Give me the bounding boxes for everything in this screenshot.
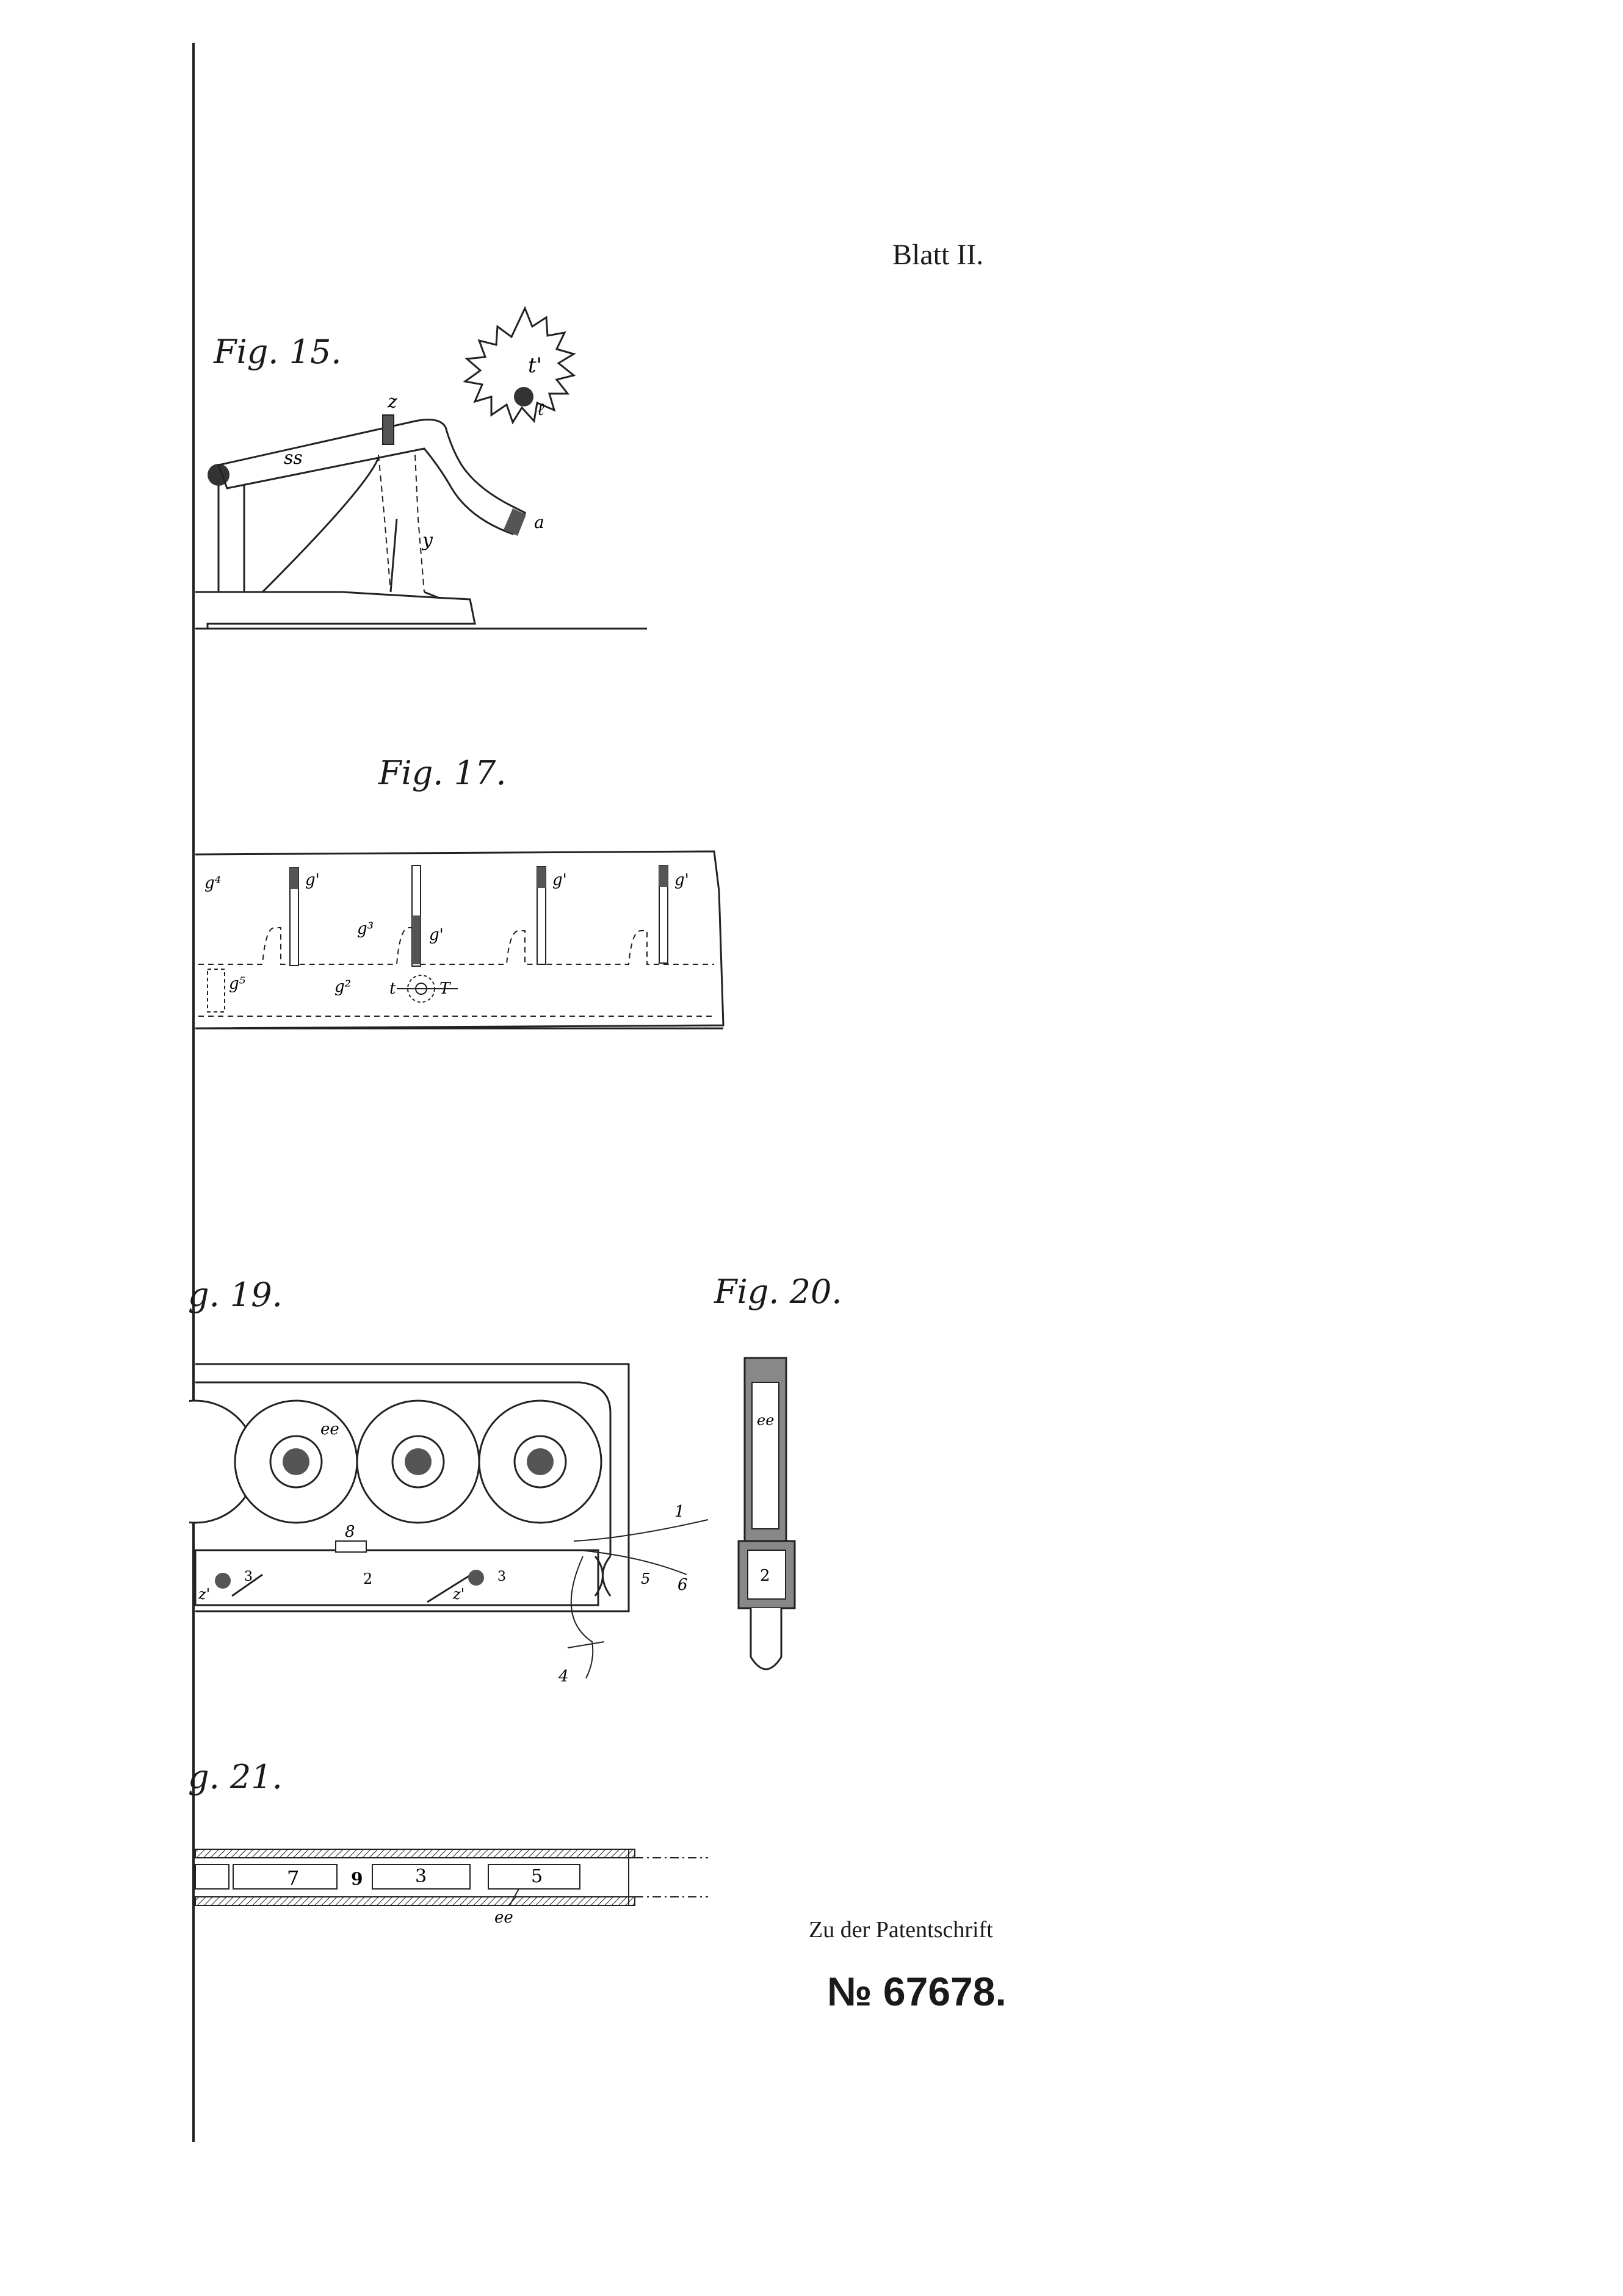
fig17-label-g2: g² (334, 978, 352, 996)
fig19-label-6: 6 (678, 1576, 688, 1594)
fig19-label-3b: 3 (497, 1569, 506, 1584)
fig20-label-2: 2 (760, 1567, 770, 1585)
fig15-pin (383, 415, 394, 444)
fig19-title: g. 19. (188, 1276, 283, 1314)
patent-number-prefix: № (827, 1969, 872, 2014)
fig15-label-t1: t' (528, 353, 543, 378)
patent-number-value: 67678. (883, 1969, 1007, 2014)
footer-caption: Zu der Patentschrift (809, 1917, 993, 1943)
fig19-label-8: 8 (345, 1523, 355, 1541)
fig17-label-g1b: g' (429, 926, 444, 944)
fig15-label-a: a (534, 512, 544, 532)
fig21-bottom-wall (195, 1897, 635, 1905)
fig19-label-3a: 3 (244, 1569, 253, 1584)
fig15-label-z: z (388, 391, 397, 413)
fig19-lower-channel (195, 1550, 598, 1605)
fig19-label-4: 4 (558, 1667, 569, 1686)
fig15-label-ss: ss (284, 447, 303, 469)
fig15-saw-hub (514, 387, 533, 406)
fig17-label-T: T (439, 980, 450, 998)
fig20-drawing (732, 1352, 818, 1681)
fig21-drawing (189, 1837, 714, 1953)
fig20-title: Fig. 20. (714, 1273, 842, 1311)
fig21-top-wall (195, 1849, 635, 1858)
fig17-label-g5: g⁵ (229, 975, 246, 993)
fig21-slot-7 (233, 1865, 337, 1889)
fig19-label-z1a: z' (198, 1586, 211, 1603)
patent-number (827, 1968, 1007, 2015)
fig21-label-ee: ee (494, 1908, 513, 1927)
fig15-arm (219, 420, 525, 534)
fig19-label-5: 5 (641, 1570, 651, 1587)
fig15-base (195, 592, 475, 629)
fig17-drawing (189, 842, 739, 1044)
fig21-label-7: 7 (287, 1866, 300, 1890)
sheet-label: Blatt II. (892, 239, 984, 271)
fig20-bulb (751, 1608, 781, 1669)
fig19-drawing (189, 1355, 726, 1697)
fig21-label-3: 3 (415, 1866, 427, 1887)
fig15-label-y: y (422, 530, 433, 551)
fig17-label-g4: g⁴ (204, 874, 222, 892)
fig17-groove-dashed (198, 928, 714, 1016)
fig15-title: Fig. 15. (214, 333, 342, 371)
fig15-post (219, 479, 244, 592)
fig17-bar-outline (195, 851, 723, 1028)
fig17-title: Fig. 17. (378, 754, 507, 792)
fig17-label-g3: g³ (357, 920, 374, 938)
fig21-label-9: 9 (351, 1869, 363, 1889)
fig15-support (378, 455, 424, 592)
fig19-rollers (189, 1401, 601, 1523)
fig19-label-1: 1 (674, 1503, 685, 1521)
fig20-label-ee: ee (757, 1412, 775, 1429)
fig15-label-q: ℓ (537, 399, 544, 419)
fig15-drawing (183, 305, 671, 647)
fig17-label-t: t (389, 980, 396, 998)
fig19-label-2: 2 (363, 1570, 373, 1587)
fig17-label-g1a: g' (305, 871, 320, 889)
fig21-title: g. 21. (188, 1758, 283, 1796)
fig19-block-8 (336, 1541, 366, 1552)
fig19-label-z1b: z' (453, 1586, 465, 1603)
fig17-label-g1c: g' (552, 871, 567, 889)
fig19-label-ee: ee (320, 1420, 339, 1439)
fig17-label-g1d: g' (674, 871, 689, 889)
fig17-box-g5 (208, 969, 225, 1012)
fig21-label-5: 5 (531, 1866, 543, 1887)
